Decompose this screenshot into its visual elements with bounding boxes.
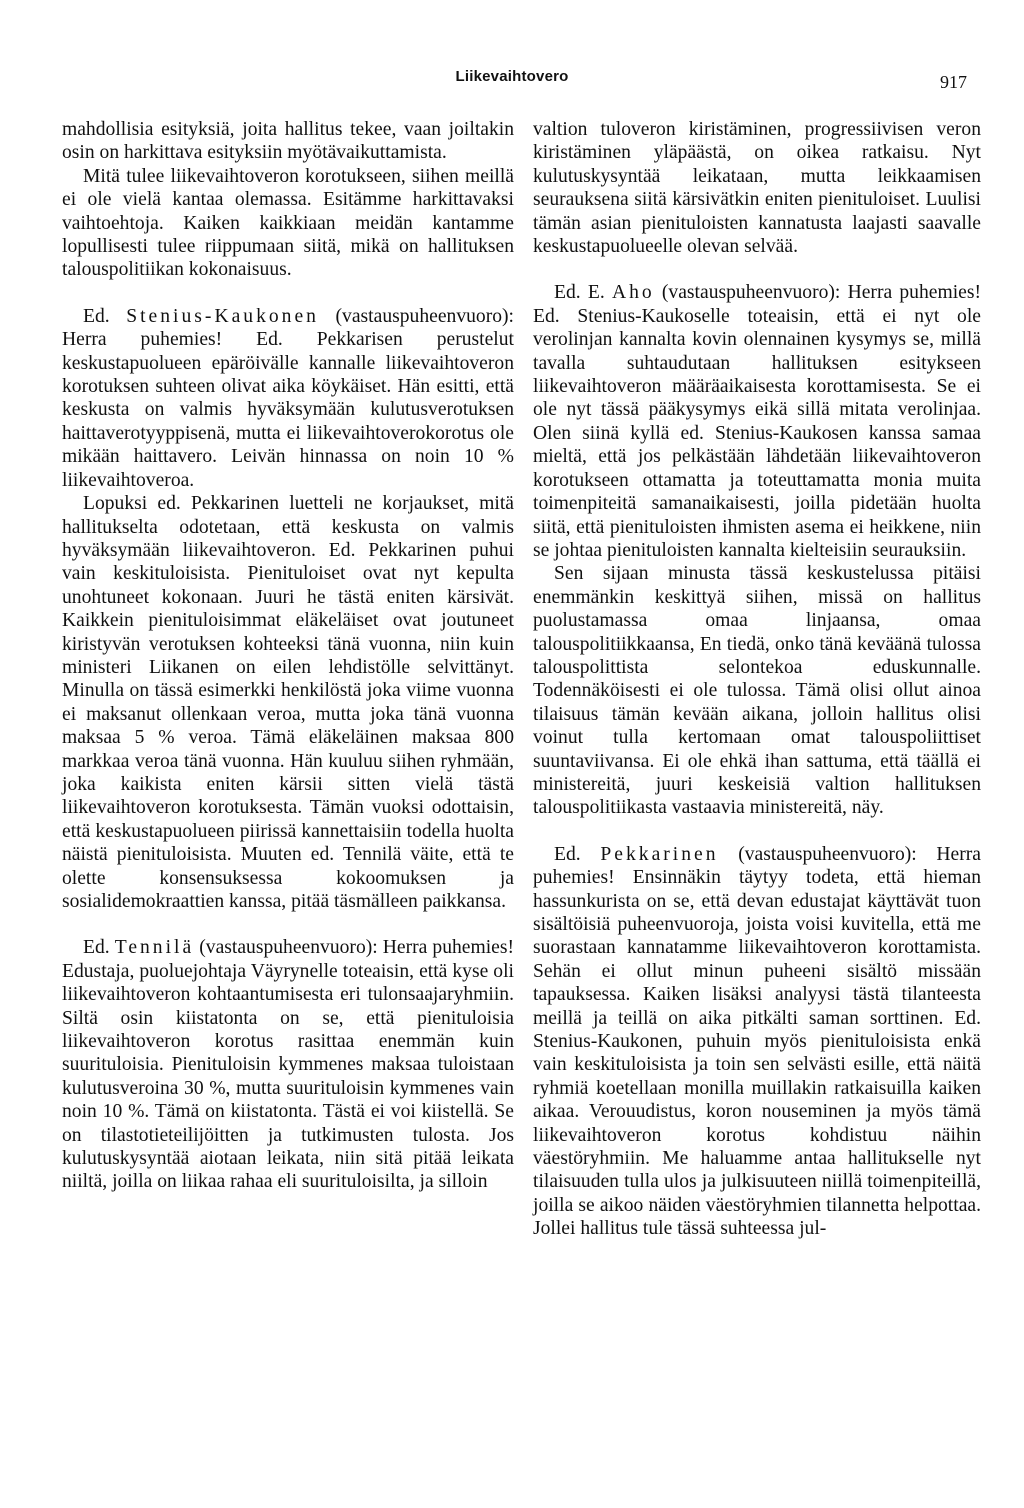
speech-prefix: Ed.	[554, 843, 601, 865]
speaker-name: Aho	[611, 282, 655, 304]
left-column	[62, 118, 514, 1194]
paragraph: Mitä tulee liikevaihtoveron korotukseen, siihen meillä ei ole vielä kantaa olemassa. Esitämme harkittavaksi vaihtoehtoja. Kaiken kaikkiaan meidän kantamme lopullisesti tulee riippumaan siitä, mikä on hallituksen talouspolitiikan kokonaisuus.	[62, 165, 514, 281]
speech-prefix: Ed. E.	[554, 282, 612, 304]
page-title: Liikevaihtovero	[455, 68, 569, 85]
speech-prefix: Ed.	[83, 305, 127, 327]
speaker-name: Stenius-Kaukonen	[126, 305, 319, 327]
speech-text: (vastauspuheenvuoro): Herra puhemies! Edustaja, puoluejohtaja Väyrynelle toteaisin, että kyse oli liikevaihtoveron kohtaantumisesta eri tulonsaajaryhmiin. Siltä osin kiistatonta on se, että pienituloisia liikevaihtoveron korotus rasittaa enemmän kuin suurituloisia. Pienituloisin kymmenes maksaa tuloistaan kulutusveroina 30 %, mutta suurituloisin kymmenes vain noin 10 %. Tämä on kiistatonta. Tästä ei voi kiistellä. Se on tilastotieteilijöitten ja tutkimusten tulosta. Jos kulutuskysyntää aiotaan leikata, niin sitä pitää leikata niiltä, joilla on liikaa rahaa eli suurituloisilta, ja silloin	[62, 937, 515, 1193]
page-number: 917	[940, 72, 967, 92]
speech-text: (vastauspuheenvuoro): Herra puhemies! Ed. Stenius-Kaukoselle toteaisin, että ei nyt ole verolinjan kannalta kovin olennainen kysymys se, millä tavalla suhtaudutaan hallituksen esitykseen liikevaihtoveron määräaikaisesta korottamisesta. Se ei ole nyt tässä pääkysymys eikä sillä mitata verolinjaa. Olen siinä kyllä ed. Stenius-Kaukosen kanssa samaa mieltä, että jos pelkästään lähdetään liikevaihtoveron korotukseen ottamatta ja toteuttamatta monia muita toimenpiteitä samanaikaisesti, joilla pidetään huolta siitä, että pienituloisten ihmisten asema ei heikkene, niin se johtaa pienituloisten kannalta kielteisiin seurauksiin.	[533, 282, 982, 561]
paragraph: valtion tuloveron kiristäminen, progressiivisen veron kiristäminen yläpäästä, on oikea ratkaisu. Nyt kulutuskysyntää leikataan, mutta leikkaamisen seurauksena siitä kärsivätkin eniten pienituloiset. Luulisi tämän asian pienituloisten kannatusta laajasti saavalle keskustapuolueelle olevan selvää.	[533, 119, 981, 258]
paragraph: mahdollisia esityksiä, joita hallitus tekee, vaan joiltakin osin on harkittava esityksiin myötävaikuttamista.	[62, 119, 514, 164]
speech-paragraph	[62, 305, 514, 492]
speech-paragraph	[533, 843, 981, 1241]
speech-paragraph	[533, 281, 981, 562]
right-column	[533, 118, 981, 1241]
speaker-name: Tennilä	[114, 937, 195, 959]
speech-paragraph	[62, 936, 514, 1193]
speech-text: (vastauspuheenvuoro): Herra puhemies! Ed. Pekkarisen perustelut keskustapuolueen epäröivälle kannalle liikevaihtoveron korotuksen suhteen olivat aika köykäiset. Hän esitti, että keskusta on valmis hyväksymään kulutusverotuksen haittaverotyyppisenä, mutta ei liikevaihtoverokorotus ole mikään haittavero. Leivän hinnassa on noin 10 % liikevaihtoveroa.	[62, 305, 514, 491]
speaker-name: Pekkarinen	[600, 843, 719, 865]
speech-text: (vastauspuheenvuoro): Herra puhemies! Ensinnäkin täytyy todeta, että hieman hassunkurista on se, että devan edustajat käyttävät tuon sisältöisiä puheenvuoroja, joista voisi kuvitella, että me suorastaan kannatamme liikevaihtoveron korottamista. Sehän ei ollut minun puheeni sisältö missään tapauksessa. Kaiken lisäksi analyysi tästä tilanteesta meillä ja teillä on aika pitkälti saman sorttinen. Ed. Stenius-Kaukonen, puhuin myös pienituloisista enkä vain keskituloisista ja toin sen selvästi esille, että näitä ryhmiä koetellaan monilla muillakin ratkaisuilla kaiken aikaa. Verouudistus, koron nouseminen ja myös tämä liikevaihtoveron korotus kohdistuu näihin väestöryhmiin. Me haluamme antaa hallitukselle nyt tilaisuuden tulla ulos ja julkisuuteen niillä toimenpiteillä, joilla se aikoo näiden väestöryhmien tilannetta helpottaa. Jollei hallitus tule tässä suhteessa jul-	[533, 843, 982, 1240]
paragraph: Sen sijaan minusta tässä keskustelussa pitäisi enemmänkin keskittyä siihen, missä on hallitus puolustamassa omaa linjaansa, omaa talouspolitiikkaansa, En tiedä, onko tänä keväänä tulossa talouspolittista selontekoa eduskunnalle. Todennäköisesti ei ole tulossa. Tämä olisi ollut ainoa tilaisuus tämän kevään aikana, jolloin hallitus olisi voinut tulla kertomaan omat talouspoliittiset suuntaviivansa. Ei ole ehkä ihan sattuma, että täällä ei ministereitä, juuri keskeisiä valtion hallituksen talouspolitiikasta vastaavia ministereitä, näy.	[533, 563, 981, 819]
paragraph: Lopuksi ed. Pekkarinen luetteli ne korjaukset, mitä hallitukselta odotetaan, että keskusta on valmis hyväksymään liikevaihtoveron. Ed. Pekkarinen puhui vain keskituloisista. Pienituloiset ovat nyt kepulta unohtuneet kokonaan. Juuri he tästä eniten kärsivät. Kaikkein pienituloisimmat eläkeläiset ovat joutuneet kiristyvän verotuksen kohteeksi tänä vuonna, niin kuin ministeri Liikanen on eilen lehdistölle selvittänyt. Minulla on tässä esimerkki henkilöstä joka viime vuonna ei maksanut ollenkaan veroa, mutta joka tänä vuonna maksaa 5 % veroa. Tämä eläkeläinen maksaa 800 markkaa veroa tänä vuonna. Hän kuuluu siihen ryhmään, joka kaikista eniten kärsii sitten vielä tästä liikevaihtoveron korotuksesta. Tämän vuoksi odottaisin, että keskustapuolueen piirissä kannettaisiin todella huolta näistä pienituloisista. Muuten ed. Tennilä väite, että te olette konsensuksessa kokoomuksen ja sosialidemokraattien kanssa, pitää täsmälleen paikkansa.	[62, 493, 514, 912]
speech-prefix: Ed.	[83, 937, 115, 959]
